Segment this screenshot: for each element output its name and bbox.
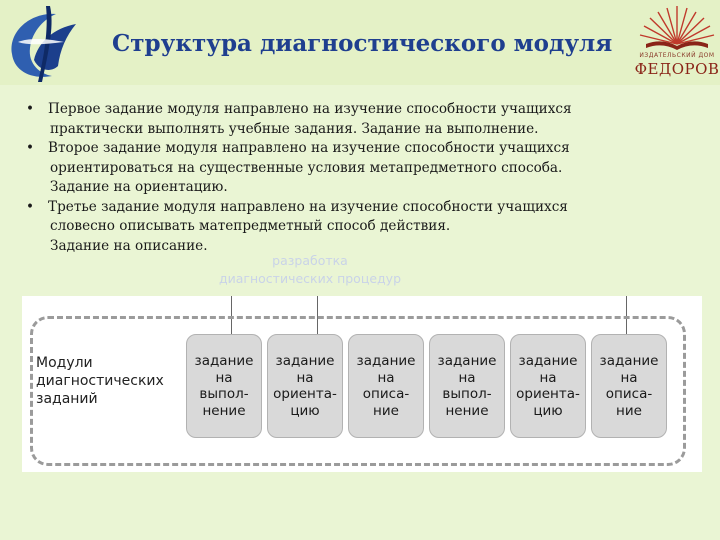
task-line: ориента- [516, 386, 580, 402]
bullet-dot-icon: • [26, 198, 35, 215]
bullet-line: практически выполнять учебные задания. Задание на выполнение. [50, 120, 539, 137]
task-line: на [620, 369, 638, 386]
task-line: нение [202, 402, 246, 419]
bullet-item-3 [26, 198, 686, 257]
publisher-logo [634, 4, 720, 80]
diagram-panel [22, 296, 702, 472]
task-line: задание [437, 353, 497, 369]
task-line: описа- [605, 386, 653, 402]
task-line: выпол- [442, 386, 492, 402]
task-line: задание [599, 353, 659, 369]
task-line: на [458, 369, 476, 386]
module-label-line: диагностических [36, 373, 164, 389]
module-label-line: Модули [36, 355, 93, 371]
logo-icon [4, 2, 84, 84]
faded-caption-line: диагностических процедур [218, 271, 401, 286]
task-line: выпол- [199, 386, 249, 402]
task-line: цию [290, 402, 320, 419]
task-line: ние [616, 402, 642, 419]
bullet-item-1 [26, 100, 686, 139]
task-box-execution [429, 334, 505, 438]
task-line: задание [356, 353, 416, 369]
faded-caption [190, 252, 430, 288]
task-box-orientation [267, 334, 343, 438]
bullet-dot-icon: • [26, 101, 35, 117]
task-line: ние [373, 402, 399, 419]
task-box-execution [186, 334, 262, 438]
bullet-dot-icon: • [26, 140, 35, 156]
module-label [36, 354, 186, 408]
module-label-line: заданий [36, 391, 98, 407]
publisher-top-text: ИЗДАТЕЛЬСКИЙ ДОМ [639, 52, 715, 59]
task-line: на [296, 369, 314, 386]
task-line: задание [275, 353, 335, 369]
task-line: на [539, 369, 557, 386]
task-box-description [591, 334, 667, 438]
task-box-orientation [510, 334, 586, 438]
task-box-description [348, 334, 424, 438]
publisher-name: ФЕДОРОВ [634, 60, 720, 78]
bullet-item-2 [26, 139, 686, 198]
bullet-line: Второе задание модуля направлено на изучение способности учащихся [48, 140, 570, 156]
task-line: цию [533, 402, 563, 419]
bullet-list [26, 100, 686, 256]
faded-caption-line: разработка [272, 253, 348, 268]
bullet-line: Первое задание модуля направлено на изучение способности учащихся [48, 101, 572, 117]
bullet-line: ориентироваться на существенные условия метапредметного способа. [50, 159, 563, 176]
task-line: на [215, 369, 233, 386]
task-line: описа- [362, 386, 410, 402]
task-line: нение [445, 402, 489, 419]
bullet-line: Задание на описание. [50, 237, 208, 254]
task-line: задание [194, 353, 254, 369]
sunburst-book-icon [634, 4, 720, 52]
task-line: задание [518, 353, 578, 369]
bullet-line: Третье задание модуля направлено на изучение способности учащихся [48, 198, 568, 215]
bullet-line: Задание на ориентацию. [50, 179, 228, 195]
page-title: Структура диагностического модуля [112, 30, 613, 57]
task-line: на [377, 369, 395, 386]
bullet-line: словесно описывать матепредметный способ действия. [50, 218, 451, 234]
task-line: ориента- [273, 386, 337, 402]
